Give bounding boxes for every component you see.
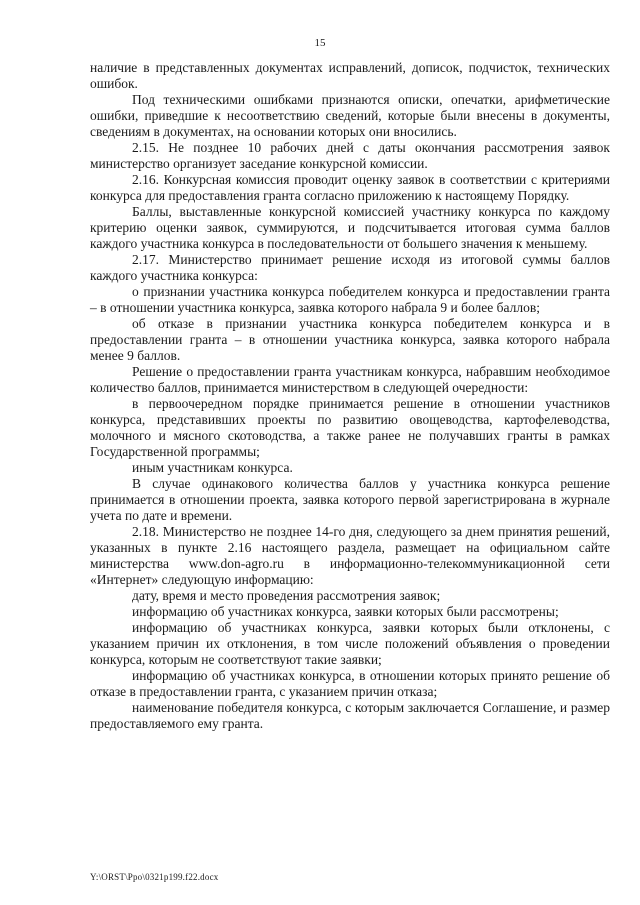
paragraph-date-time-place: дату, время и место проведения рассмотрения заявок; (132, 588, 441, 603)
paragraph-refusal-decision: об отказе в признании участника конкурса победителем конкурса и в предоставлении гранта – в отношении участника конкурса, заявка которого набрала менее 9 баллов. (90, 316, 610, 363)
paragraph-winner-decision: о признании участника конкурса победителем конкурса и предоставлении гранта – в отношении участника конкурса, заявка которого набрала 9 и более баллов; (90, 284, 610, 315)
paragraph-refused-grant: информацию об участниках конкурса, в отношении которых принято решение об отказе в предоставлении гранта, с указанием причин отказа; (90, 668, 610, 699)
paragraph-other-participants: иным участникам конкурса. (132, 460, 293, 475)
paragraph-2-17: 2.17. Министерство принимает решение исходя из итоговой суммы баллов каждого участника конкурса: (90, 252, 610, 283)
paragraph-reviewed-applications: информацию об участниках конкурса, заявки которых были рассмотрены; (132, 604, 559, 619)
paragraph-grant-order: Решение о предоставлении гранта участникам конкурса, набравшим необходимое количество баллов, принимается министерством в следующей очередности: (90, 364, 610, 395)
paragraph-2-15: 2.15. Не позднее 10 рабочих дней с даты окончания рассмотрения заявок министерство организует заседание конкурсной комиссии. (90, 140, 610, 171)
paragraph-equal-scores: В случае одинакового количества баллов у участника конкурса решение принимается в отношении проекта, заявка которого первой зарегистрирована в журнале учета по дате и времени. (90, 476, 610, 523)
paragraph-winner-name: наименование победителя конкурса, с которым заключается Соглашение, и размер предоставляемого ему гранта. (90, 700, 610, 731)
document-body (90, 60, 610, 732)
paragraph-rejected-applications: информацию об участниках конкурса, заявки которых были отклонены, с указанием причин их отклонения, в том числе положений объявления о проведении конкурса, которым не соответствуют такие заявки; (90, 620, 610, 667)
paragraph-technical-errors: Под техническими ошибками признаются описки, опечатки, арифметические ошибки, приведшие к несоответствию сведений, которые были внесены в документы, сведениям в документах, на основании которых они вносились. (90, 92, 610, 139)
paragraph-continuation-errors: наличие в представленных документах исправлений, дописок, подчисток, технических ошибок. (90, 60, 610, 91)
paragraph-priority-order: в первоочередном порядке принимается решение в отношении участников конкурса, представивших проекты по развитию овощеводства, картофелеводства, молочного и мясного скотоводства, а также ранее не получавших гранты в рамках Государственной программы; (90, 396, 610, 459)
file-path-footer: Y:\ORST\Ppo\0321p199.f22.docx (90, 872, 219, 882)
paragraph-2-18: 2.18. Министерство не позднее 14-го дня, следующего за днем принятия решений, указанных в пункте 2.16 настоящего раздела, размещает на официальном сайте министерства www.don-agro.ru в информационно-телекоммуникационной сети «Интернет» следующую информацию: (90, 524, 610, 587)
paragraph-scores: Баллы, выставленные конкурсной комиссией участнику конкурса по каждому критерию оценки заявок, суммируются, и подсчитывается итоговая сумма баллов каждого участника конкурса в последовательности от большего значения к меньшему. (90, 204, 610, 251)
paragraph-2-16: 2.16. Конкурсная комиссия проводит оценку заявок в соответствии с критериями конкурса для предоставления гранта согласно приложению к настоящему Порядку. (90, 172, 610, 203)
page-number: 15 (314, 37, 326, 49)
